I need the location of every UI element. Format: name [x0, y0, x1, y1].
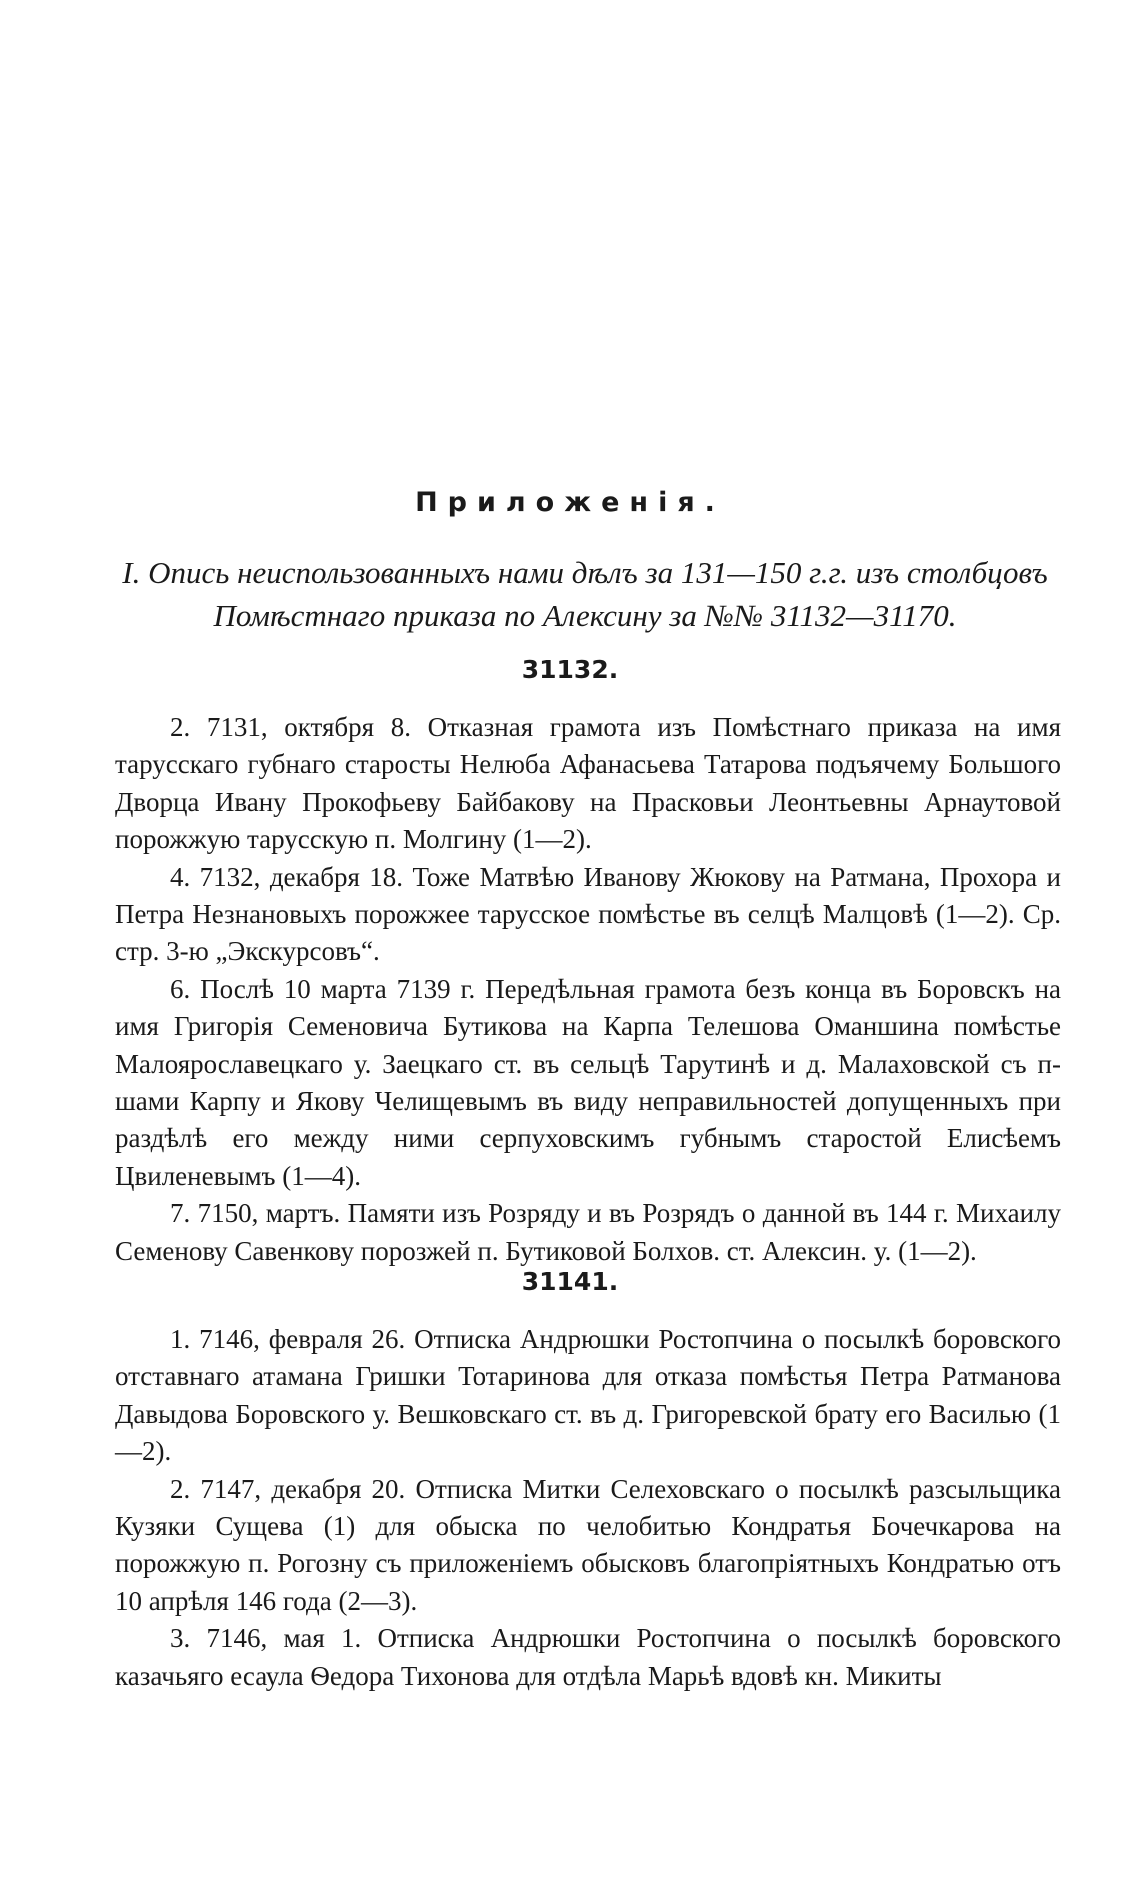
entry-paragraph: 3. 7146, мая 1. Отписка Андрюшки Ростопчина о посылкѣ боровского казачьяго есаула Ѳедора Тихонова для отдѣла Марьѣ вдовѣ кн. Микиты [115, 1623, 1061, 1691]
entry-paragraph: 1. 7146, февраля 26. Отписка Андрюшки Ростопчина о посылкѣ боровского отставнаго атамана Гришки Тотаринова для отказа помѣстья Петра Ратманова Давыдова Боровского у. Вешковскаго ст. въ д. Григоревской брату его Василью (1—2). [115, 1324, 1061, 1467]
section-number: 31132. [521, 655, 619, 684]
page-subtitle: I. Опись неиспользованныхъ нами дѣлъ за 131—150 г.г. изъ столбцовъ Помѣстнаго приказа по Алексину за №№ 31132—31170. [122, 555, 1048, 633]
section-entries [115, 1321, 1061, 1695]
entry-paragraph: 4. 7132, декабря 18. Тоже Матвѣю Иванову Жюкову на Ратмана, Прохора и Петра Незнановыхъ порожжее тарусское помѣстье въ селцѣ Малцовѣ (1—2). Ср. стр. 3-ю „Экскурсовъ“. [115, 861, 1061, 967]
section-number: 31141. [521, 1267, 619, 1296]
entry-paragraph: 6. Послѣ 10 марта 7139 г. Передѣльная грамота безъ конца въ Боровскъ на имя Григорія Семеновича Бутикова на Карпа Телешова Оманшина помѣстье Малоярославецкаго у. Заецкаго ст. въ сельцѣ Тарутинѣ и д. Малаховской съ п-шами Карпу и Якову Челищевымъ въ виду неправильностей допущенныхъ при раздѣлѣ его между ними серпуховскимъ губнымъ старостой Елисѣемъ Цвиленевымъ (1—4). [115, 973, 1061, 1191]
entry-paragraph: 7. 7150, мартъ. Памяти изъ Розряду и въ Розрядъ о данной въ 144 г. Михаилу Семенову Савенкову порозжей п. Бутиковой Болхов. ст. Алексин. у. (1—2). [115, 1198, 1061, 1266]
page-title: Приложенія. [415, 487, 725, 518]
entry-paragraph: 2. 7147, декабря 20. Отписка Митки Селеховскаго о посылкѣ разсыльщика Кузяки Сущева (1) для обыска по челобитью Кондратья Бочечкарова на порожжую п. Рогозну съ приложеніемъ обысковъ благопріятныхъ Кондратью отъ 10 апрѣля 146 года (2—3). [115, 1473, 1061, 1616]
section-entries [115, 709, 1061, 1270]
entry-paragraph: 2. 7131, октября 8. Отказная грамота изъ Помѣстнаго приказа на имя тарусскаго губнаго старосты Нелюба Афанасьева Татарова подъячему Большого Дворца Ивану Прокофьеву Байбакову на Прасковьи Леонтьевны Арнаутовой порожжую тарусскую п. Молгину (1—2). [115, 712, 1061, 855]
